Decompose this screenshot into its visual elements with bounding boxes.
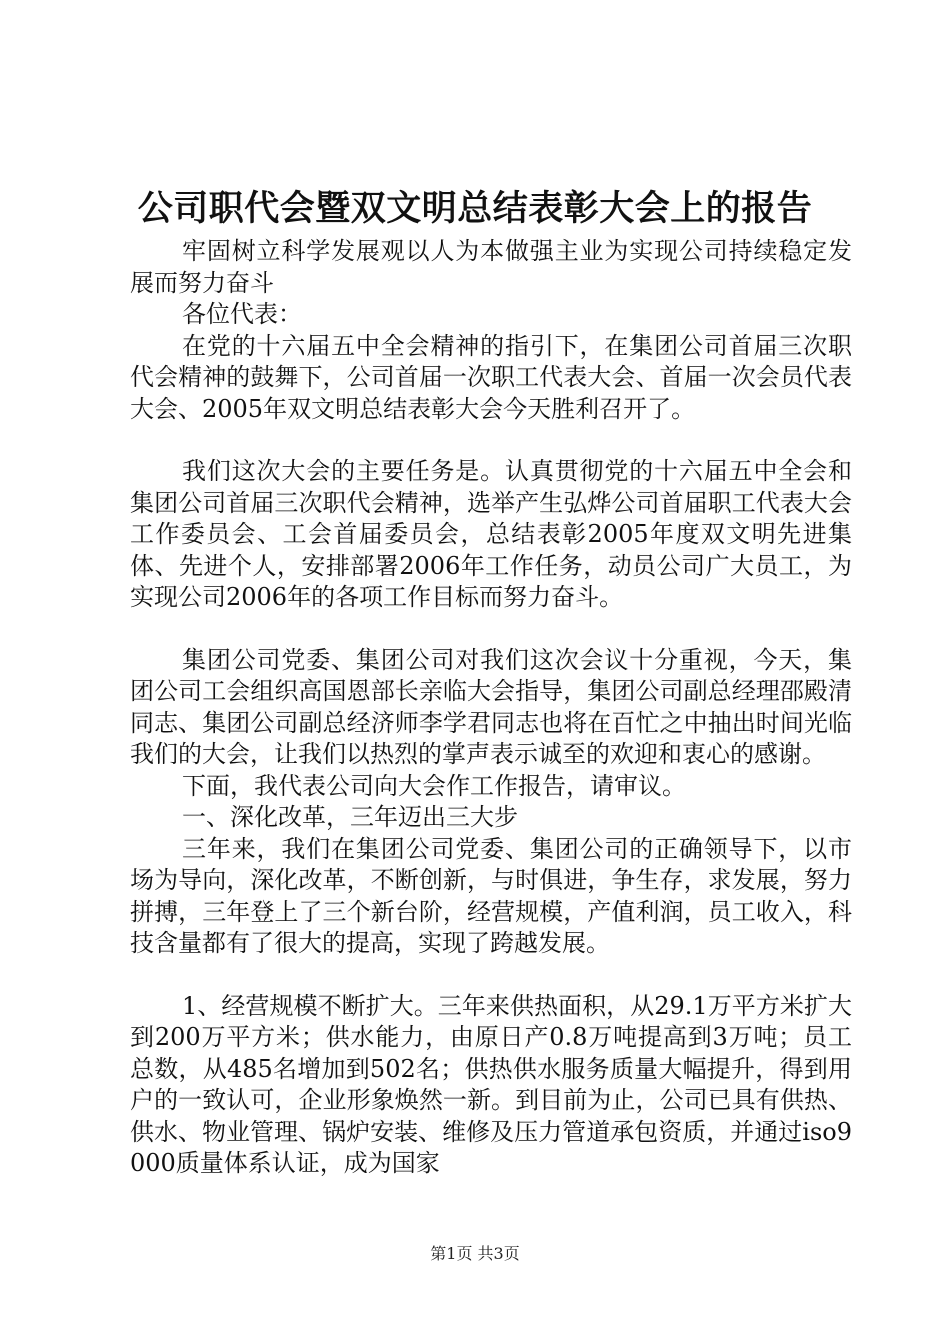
- document-body: [130, 236, 852, 1180]
- document-title: 公司职代会暨双文明总结表彰大会上的报告: [137, 188, 813, 229]
- page-footer: 第1页 共3页: [430, 1244, 520, 1263]
- paragraph-opening: 在党的十六届五中全会精神的指引下，在集团公司首届三次职代会精神的鼓舞下，公司首届一次职工代表大会、首届一次会员代表大会、2005年双文明总结表彰大会今天胜利召开了。: [130, 331, 852, 423]
- paragraph-theme: 牢固树立科学发展观以人为本做强主业为实现公司持续稳定发展而努力奋斗: [130, 237, 852, 297]
- paragraph-welcome: 集团公司党委、集团公司对我们这次会议十分重视，今天，集团公司工会组织高国恩部长亲临大会指导，集团公司副总经理邵殿清同志、集团公司副总经济师李学君同志也将在百忙之中抽出时间光临我们的大会，让我们以热烈的掌声表示诚至的欢迎和衷心的感谢。: [130, 645, 852, 768]
- paragraph-report-intro: 下面，我代表公司向大会作工作报告，请审议。: [182, 771, 686, 800]
- paragraph-main-tasks: 我们这次大会的主要任务是。认真贯彻党的十六届五中全会和集团公司首届三次职代会精神，选举产生弘烨公司首届职工代表大会工作委员会、工会首届委员会，总结表彰2005年度双文明先进集体、先进个人，安排部署2006年工作任务，动员公司广大员工，为实现公司2006年的各项工作目标而努力奋斗。: [130, 457, 852, 611]
- section-heading-1: 一、深化改革，三年迈出三大步: [182, 803, 518, 831]
- paragraph-three-years: 三年来，我们在集团公司党委、集团公司的正确领导下，以市场为导向，深化改革，不断创新，与时俱进，争生存，求发展，努力拼搏，三年登上了三个新台阶，经营规模，产值利润，员工收入，科技含量都有了很大的提高，实现了跨越发展。: [130, 834, 852, 957]
- paragraph-salutation: 各位代表：: [182, 300, 302, 328]
- paragraph-scale-expansion: 1、经营规模不断扩大。三年来供热面积，从29.1万平方米扩大到200万平方米；供水能力，由原日产0.8万吨提高到3万吨；员工总数，从485名增加到502名；供热供水服务质量大幅提升，得到用户的一致认可，企业形象焕然一新。到目前为止，公司已具有供热、供水、物业管理、锅炉安装、维修及压力管道承包资质，并通过iso9000质量体系认证，成为国家: [130, 991, 852, 1177]
